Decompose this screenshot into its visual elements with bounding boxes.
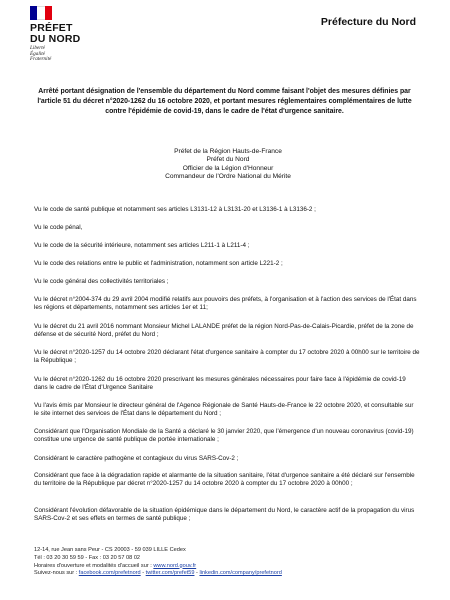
french-flag-icon <box>30 6 52 20</box>
separator: - <box>196 570 200 577</box>
visa-decret-1262: Vu le décret n°2020-1262 du 16 octobre 2020 prescrivant les mesures générales nécessaires pour faire face à l'épidémie de covid-19 dans le cadre de l'État d'Urgence Sanitaire <box>34 376 406 392</box>
visa-code-penal: Vu le code pénal, <box>34 224 83 231</box>
logo-line-du-nord: DU NORD <box>30 32 81 45</box>
authority-line: Officier de la Légion d'Honneur <box>182 164 274 172</box>
footer-hours-text: Horaires d'ouverture et modalités d'accueil sur : <box>34 562 152 569</box>
twitter-link[interactable]: twitter.com/prefet59 <box>145 570 195 577</box>
visa-code-relations: Vu le code des relations entre le public et l'administration, notamment son article L221-2 ; <box>34 260 283 267</box>
logo-line-prefet: PRÉFET <box>30 22 73 34</box>
motto-liberte: Liberté <box>30 45 45 51</box>
visa-code-sante: Vu le code de santé publique et notamment ses articles L3131-12 à L3131-20 et L3136-1 à L3136-2 ; <box>34 206 316 213</box>
authority-line: Préfet de la Région Hauts-de-France <box>174 148 282 155</box>
footer-phone: Tél : 03 20 30 59 59 - Fax : 03 20 57 08 02 <box>34 554 141 561</box>
motto-fraternite: Fraternité <box>30 56 52 63</box>
considerant-urgence: Considérant que face à la dégradation rapide et alarmante de la situation sanitaire, l'état d'urgence sanitaire a été déclaré sur l'ensemble du territoire de la République par décret n°2020-1257 du 14 octobre 2020 à compter du 17 octobre 2020 à 00h00 ; <box>34 472 415 488</box>
footer-social <box>34 570 334 578</box>
visa-code-collectivites: Vu le code général des collectivités territoriales ; <box>34 278 169 285</box>
republic-motto <box>30 46 100 63</box>
motto-egalite: Égalité <box>30 50 45 57</box>
visa-decret-2004: Vu le décret n°2004-374 du 29 avril 2004 modifié relatifs aux pouvoirs des préfets, à l'organisation et à l'action des services de l'État dans les régions et départements, notamment ses articles 1er et 11; <box>34 296 417 312</box>
visa-decret-1257: Vu le décret n°2020-1257 du 14 octobre 2020 déclarant l'état d'urgence sanitaire à compter du 17 octobre 2020 à 00h00 sur le territoire de la République ; <box>34 349 420 365</box>
visa-code-securite: Vu le code de la sécurité intérieure, notamment ses articles L211-1 à L211-4 ; <box>34 242 250 249</box>
authority-block <box>118 148 338 182</box>
linkedin-link[interactable]: linkedin.com/company/prefetnord <box>199 570 282 577</box>
marianne-logo <box>30 6 100 63</box>
footer-address: 12-14, rue Jean sans Peur - CS 20003 - 59 039 LILLE Cedex <box>34 547 186 553</box>
facebook-link[interactable]: facebook.com/prefetnord <box>78 570 141 577</box>
separator: - <box>142 570 146 577</box>
visa-avis-ars: Vu l'avis émis par Monsieur le directeur général de l'Agence Régionale de Santé Hauts-de-France le 22 octobre 2020, et consultable sur le site internet des services de l'État dans le département du Nord ; <box>34 402 414 418</box>
footer <box>34 547 334 578</box>
authority-line: Commandeur de l'Ordre National du Mérite <box>165 173 291 181</box>
considerant-oms: Considérant que l'Organisation Mondiale de la Santé a déclaré le 30 janvier 2020, que l'émergence d'un nouveau coronavirus (covid-19) constitue une urgence de santé publique de portée internationale ; <box>34 428 414 444</box>
authority-line: Préfet du Nord <box>206 156 250 164</box>
footer-hours <box>34 563 334 571</box>
visa-decret-2016: Vu le décret du 21 avril 2016 nommant Monsieur Michel LALANDE préfet de la région Nord-Pas-de-Calais-Picardie, préfet de la zone de défense et de sécurité Nord, préfet du Nord ; <box>34 323 414 339</box>
footer-follow-text: Suivez-nous sur : <box>34 570 78 577</box>
prefecture-title: Préfecture du Nord <box>320 16 416 28</box>
considerant-pathogene: Considérant le caractère pathogène et contagieux du virus SARS-Cov-2 ; <box>34 455 239 462</box>
considerant-evolution: Considérant l'évolution défavorable de la situation épidémique dans le département du Nord, le caractère actif de la propagation du virus SARS-Cov-2 et ses effets en termes de santé publique ; <box>34 507 415 523</box>
website-link[interactable]: www.nord.gouv.fr <box>153 562 197 569</box>
arrete-title: Arrêté portant désignation de l'ensemble du département du Nord comme faisant l'objet des mesures définies par l'article 51 du décret n°2020-1262 du 16 octobre 2020, et portant mesures réglementaires complémentaires de lutte contre l'épidémie de covid-19, dans le cadre de l'état d'urgence sanitaire. <box>37 88 412 115</box>
